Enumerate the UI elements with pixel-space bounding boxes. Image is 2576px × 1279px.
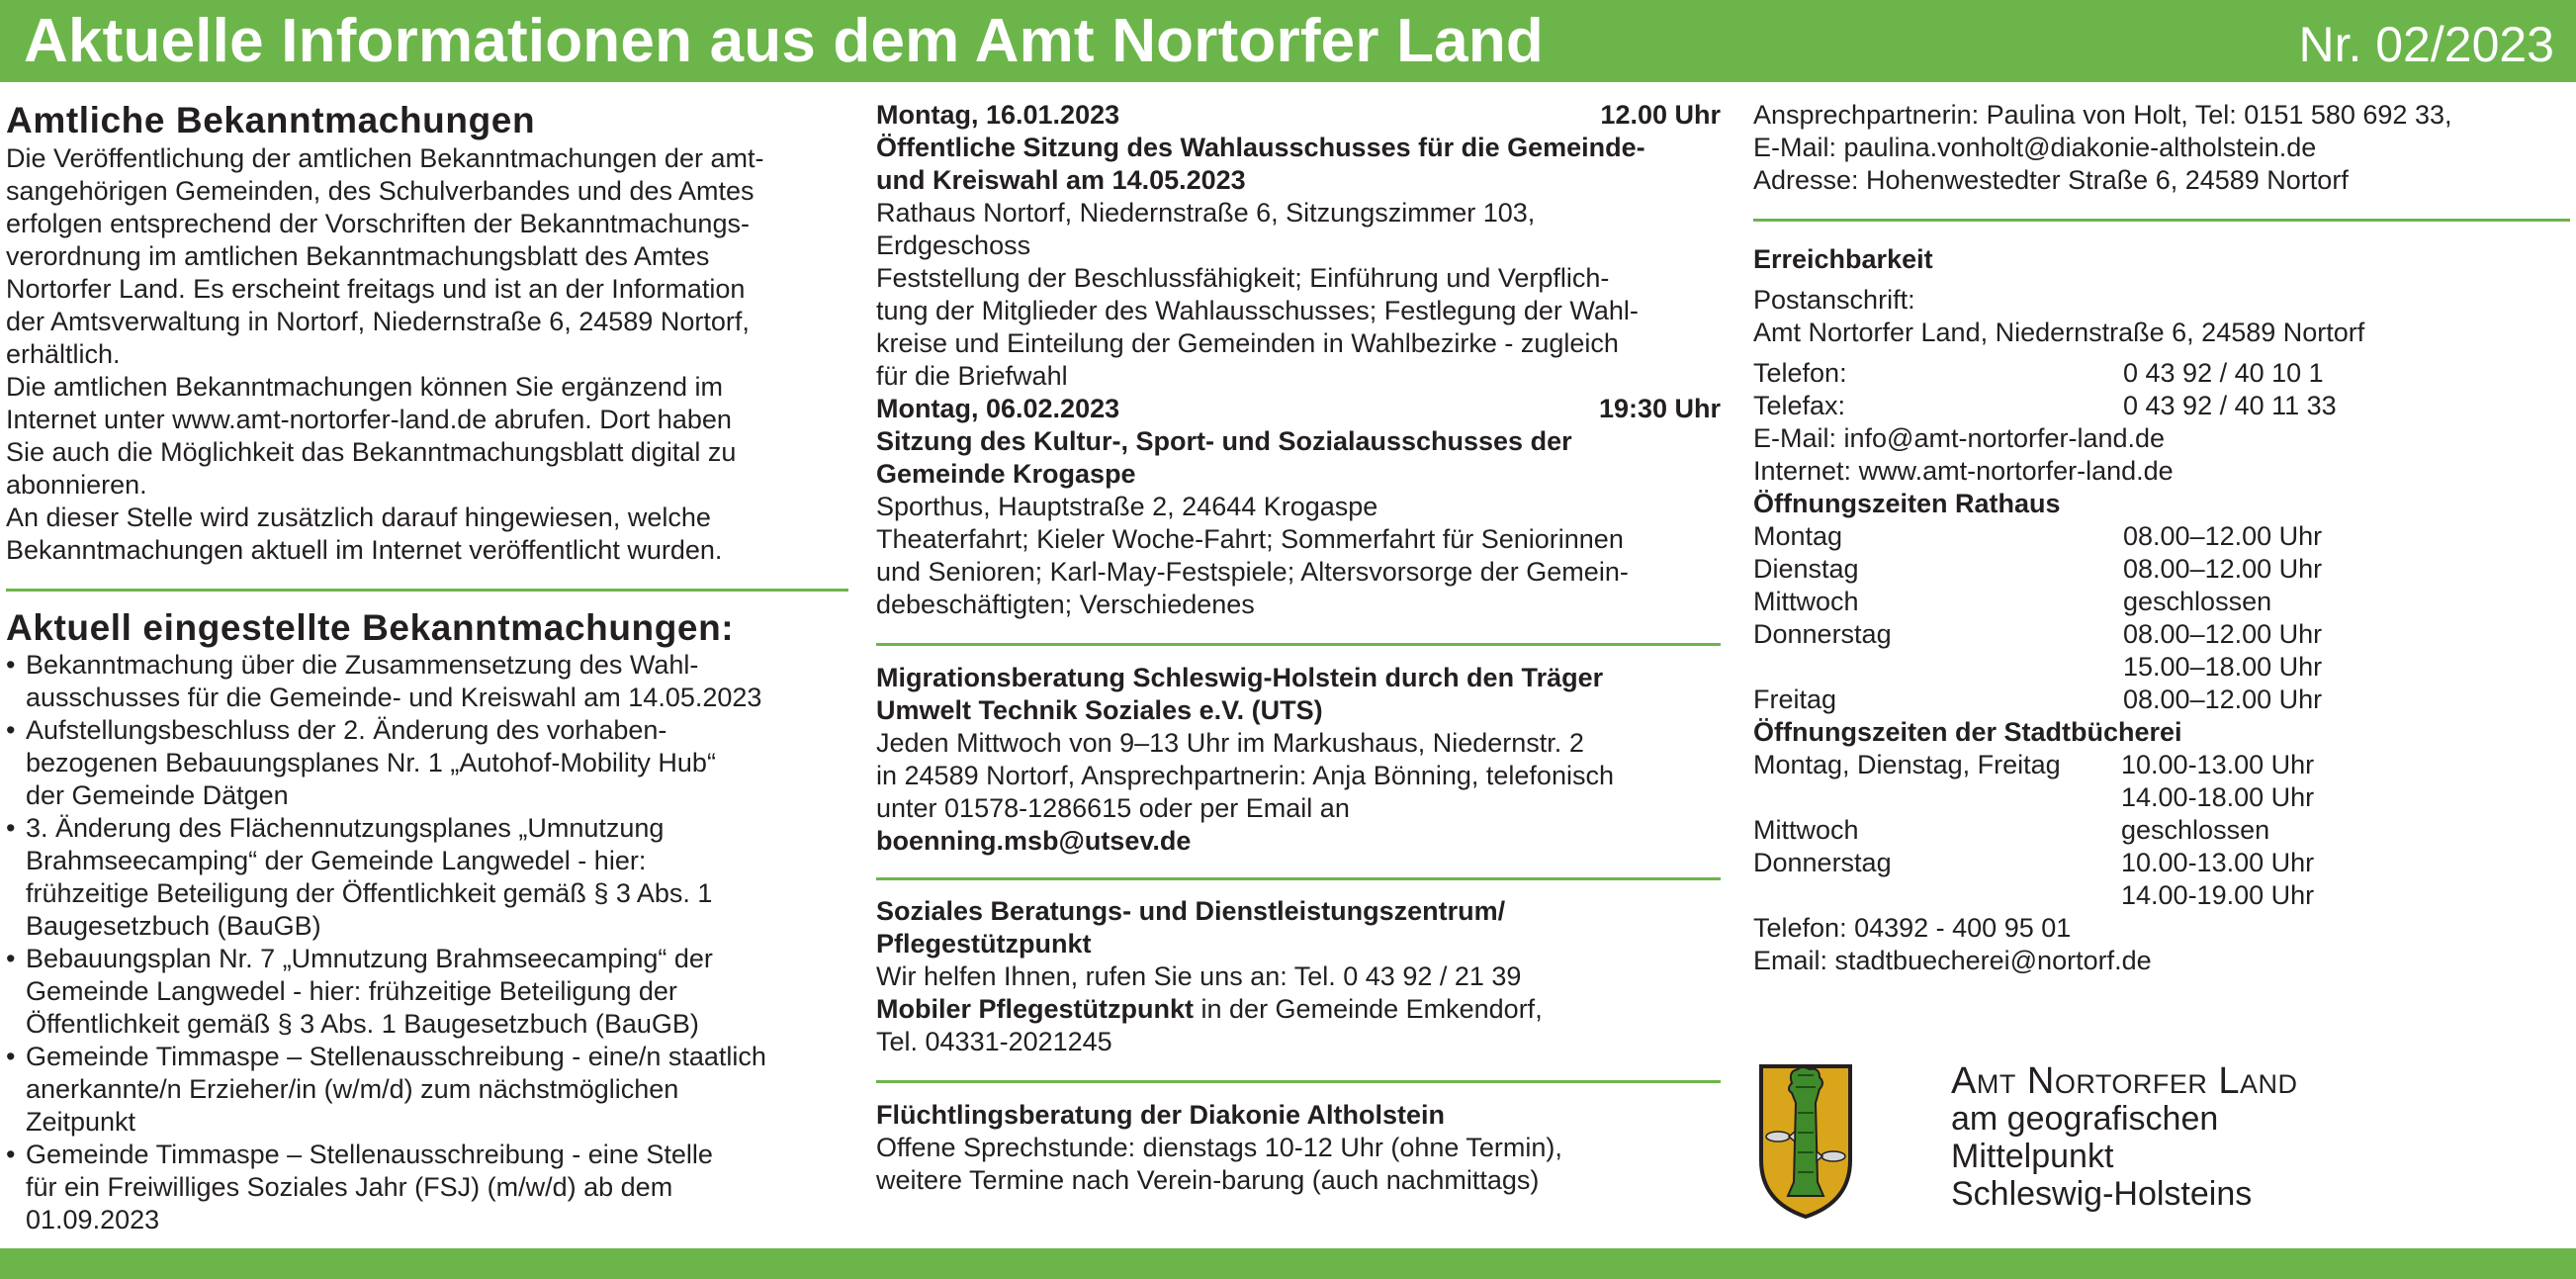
event-header [876, 393, 1721, 425]
event-date: Montag, 16.01.2023 [876, 100, 1120, 130]
hours-row: 14.00-18.00 Uhr [2121, 782, 2315, 812]
footer-bar [0, 1248, 2576, 1279]
buecherei-email[interactable]: Email: stadtbuecherei@nortorf.de [1753, 946, 2152, 975]
event-title: Sitzung des Kultur-, Sport- und Sozialausschusses der Gemeinde Krogaspe [876, 426, 1572, 489]
divider [876, 877, 1721, 880]
hours-row: 15.00–18.00 Uhr [2123, 652, 2323, 682]
buecherei-heading: Öffnungszeiten der Stadtbücherei [1753, 717, 2182, 747]
event-header [876, 99, 1721, 132]
hours-row: Montag, Dienstag, Freitag 10.00-13.00 Uhr [1753, 750, 2315, 779]
hours-row: Donnerstag 10.00-13.00 Uhr [1753, 848, 2315, 877]
contact-email[interactable]: E-Mail: paulina.vonholt@diakonie-altholstein.de [1753, 133, 2317, 162]
buecherei-hours [1753, 749, 2570, 912]
amtliche-paragraph-3: An dieser Stelle wird zusätzlich darauf hingewiesen, welche Bekanntmachungen aktuell im Internet veröffentlicht wurden. [6, 502, 723, 565]
amtliche-paragraph-2: Die amtlichen Bekanntmachungen können Sie ergänzend im Internet unter www.amt-nortorfer-land.de abrufen. Dort haben Sie auch die Möglichkeit das Bekanntmachungsblatt digital zu abonnieren. [6, 372, 737, 500]
fax-row: Telefax: 0 43 92 / 40 11 33 [1753, 391, 2337, 420]
amtliche-text [6, 142, 846, 567]
event-1 [876, 99, 1721, 393]
fluechtling-title: Flüchtlingsberatung der Diakonie Altholstein [876, 1100, 1446, 1130]
divider [6, 589, 848, 592]
hours-row: Dienstag 08.00–12.00 Uhr [1753, 554, 2323, 584]
fluechtling-body: Offene Sprechstunde: dienstags 10-12 Uhr (ohne Termin), weitere Termine nach Verein-barung (auch nachmittags) [876, 1133, 1562, 1195]
event-time: 19:30 Uhr [1598, 394, 1721, 423]
hours-row: Donnerstag 08.00–12.00 Uhr [1753, 619, 2323, 649]
hours-row: Freitag 08.00–12.00 Uhr [1753, 685, 2323, 714]
internet-line[interactable]: Internet: www.amt-nortorfer-land.de [1753, 456, 2174, 486]
aktuell-list [6, 649, 846, 1236]
mobil-line: Mobiler Pflegestützpunkt in der Gemeinde Emkendorf, [876, 994, 1543, 1024]
amtliche-paragraph-1: Die Veröffentlichung der amtlichen Bekanntmachungen der amt- sangehörigen Gemeinden, des Schulverbandes und des Amtes erfolgen entsprechend der Vorschriften der Bekanntmachungs- verordnung im amtlichen Bekanntmachungsblatt des Amtes Nortorfer Land. Es erscheint freitags und ist an der Information der Amtsverwaltung in Nortorf, Niedernstraße 6, 24589 Nortorf, erhältlich. [6, 143, 764, 369]
list-item: • Bekanntmachung über die Zusammensetzung des Wahl- ausschusses für die Gemeinde- und Kreiswahl am 14.05.2023 [6, 649, 846, 714]
migration-email-link[interactable]: boenning.msb@utsev.de [876, 826, 1192, 856]
list-item: • Gemeinde Timmaspe – Stellenausschreibung - eine/n staatlich anerkannte/n Erzieher/in (w/m/d) zum nächstmöglichen Zeitpunkt [6, 1041, 846, 1139]
migration-section [876, 662, 1721, 858]
list-item: • Bebauungsplan Nr. 7 „Umnutzung Brahmseecamping“ der Gemeinde Langwedel - hier: frühzeitige Beteiligung der Öffentlichkeit gemäß § 3 Abs. 1 Baugesetzbuch (BauGB) [6, 943, 846, 1041]
aktuell-heading: Aktuell eingestellte Bekanntmachungen: [6, 607, 735, 648]
list-item: • Aufstellungsbeschluss der 2. Änderung des vorhaben- bezogenen Bebauungsplanes Nr. 1 „Autohof-Mobility Hub“ der Gemeinde Dätgen [6, 714, 846, 812]
amtliche-heading: Amtliche Bekanntmachungen [6, 100, 536, 140]
column-middle [876, 99, 1721, 1197]
event-location: Sporthus, Hauptstraße 2, 24644 Krogaspe [876, 492, 1378, 521]
list-item: • 3. Änderung des Flächennutzungsplanes „Umnutzung Brahmseecamping“ der Gemeinde Langwedel - hier: frühzeitige Beteiligung der Öffentlichkeit gemäß § 3 Abs. 1 Baugesetzbuch (BauGB) [6, 812, 846, 943]
event-agenda: Feststellung der Beschlussfähigkeit; Einführung und Verpflich- tung der Mitglieder des Wahlausschusses; Festlegung der Wahl- kreise und Einteilung der Gemeinden in Wahlbezirke - zugleich für die Briefwahl [876, 263, 1639, 391]
divider [876, 1080, 1721, 1083]
soziales-section [876, 895, 1721, 1058]
hours-row: Mittwoch geschlossen [1753, 815, 2270, 845]
page-title: Aktuelle Informationen aus dem Amt Nortorfer Land [24, 7, 1545, 75]
event-2 [876, 393, 1721, 621]
post-address: Amt Nortorfer Land, Niedernstraße 6, 24589 Nortorf [1753, 318, 2365, 347]
soziales-title: Soziales Beratungs- und Dienstleistungszentrum/ Pflegestützpunkt [876, 896, 1506, 959]
migration-body: Jeden Mittwoch von 9–13 Uhr im Markushaus, Niedernstr. 2 in 24589 Nortorf, Ansprechpartnerin: Anja Bönning, telefonisch unter 01578-1286615 oder per Email an [876, 728, 1614, 823]
hours-row: Montag 08.00–12.00 Uhr [1753, 521, 2323, 551]
soziales-line: Wir helfen Ihnen, rufen Sie uns an: Tel. 0 43 92 / 21 39 [876, 961, 1522, 991]
migration-title: Migrationsberatung Schleswig-Holstein durch den Träger Umwelt Technik Soziales e.V. (UTS) [876, 663, 1604, 725]
contact-lines: Ansprechpartnerin: Paulina von Holt, Tel: 0151 580 692 33, E-Mail: paulina.vonholt@diakonie-altholstein.de Adresse: Hohenwestedter Straße 6, 24589 Nortorf [1753, 100, 2452, 195]
column-left [6, 99, 846, 1236]
logo-name: Amt Nortorfer Land [1951, 1060, 2298, 1102]
phone-row: Telefon: 0 43 92 / 40 10 1 [1753, 358, 2324, 388]
divider [1753, 219, 2570, 222]
list-item: • Gemeinde Timmaspe – Stellenausschreibung - eine Stelle für ein Freiwilliges Soziales Jahr (FSJ) (m/w/d) ab dem 01.09.2023 [6, 1139, 846, 1236]
event-location: Rathaus Nortorf, Niedernstraße 6, Sitzungszimmer 103, Erdgeschoss [876, 198, 1536, 260]
coat-of-arms-icon [1758, 1063, 1853, 1220]
rathaus-hours [1753, 520, 2570, 716]
buecherei-phone: Telefon: 04392 - 400 95 01 [1753, 913, 2072, 943]
event-agenda: Theaterfahrt; Kieler Woche-Fahrt; Sommerfahrt für Seniorinnen und Senioren; Karl-May-Festspiele; Altersvorsorge der Gemein- debeschäftigten; Verschiedenes [876, 524, 1629, 619]
post-label: Postanschrift: [1753, 285, 1915, 315]
issue-number: Nr. 02/2023 [2298, 17, 2554, 72]
mobil-tel: Tel. 04331-2021245 [876, 1027, 1112, 1056]
event-time: 12.00 Uhr [1600, 100, 1721, 130]
divider [876, 643, 1721, 646]
email-line[interactable]: E-Mail: info@amt-nortorfer-land.de [1753, 423, 2166, 453]
erreichbarkeit-heading: Erreichbarkeit [1753, 244, 1933, 274]
event-title: Öffentliche Sitzung des Wahlausschusses für die Gemeinde- und Kreiswahl am 14.05.2023 [876, 133, 1645, 195]
erreichbarkeit-section [1753, 243, 2570, 488]
header-bar [0, 0, 2576, 82]
hours-row: 14.00-19.00 Uhr [2121, 880, 2315, 910]
logo-text: Amt Nortorfer Land am geografischen Mittelpunkt Schleswig-Holsteins [1951, 1060, 2298, 1213]
column-right [1753, 99, 2570, 977]
rathaus-heading: Öffnungszeiten Rathaus [1753, 489, 2061, 518]
fluechtling-section [876, 1099, 1721, 1197]
event-date: Montag, 06.02.2023 [876, 394, 1120, 423]
hours-row: Mittwoch geschlossen [1753, 587, 2272, 616]
